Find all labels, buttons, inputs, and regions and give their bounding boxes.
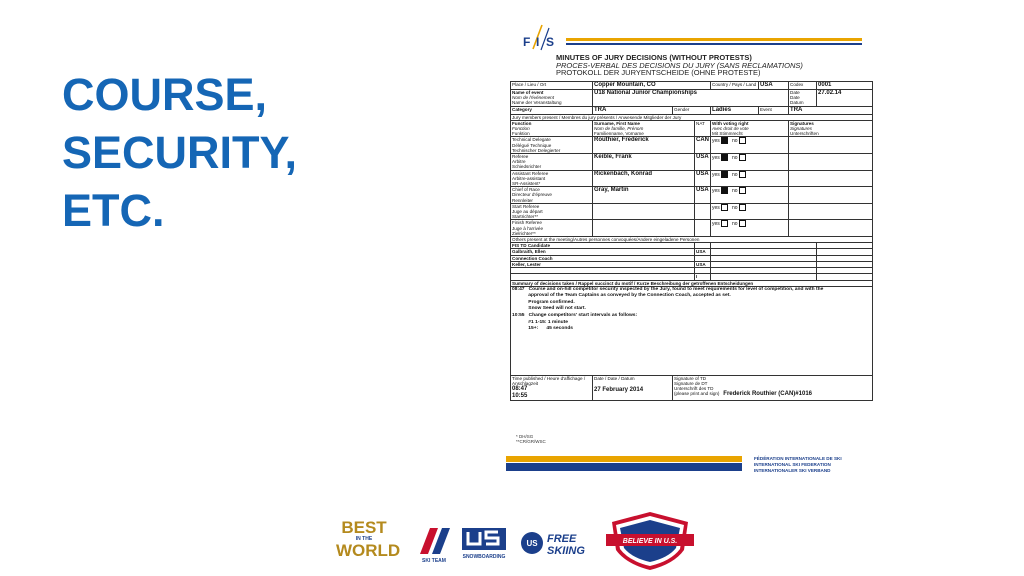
jury-form-table bbox=[510, 81, 873, 401]
jury-signature bbox=[789, 203, 873, 220]
minutes-line: 08:47 Course and on-hill competitor security inspected by the Jury, found to meet requirements for level of competition, and with the bbox=[512, 286, 824, 292]
yes-checkbox[interactable] bbox=[721, 154, 728, 161]
country-label: Country / Pays / Land bbox=[711, 82, 759, 90]
no-checkbox[interactable] bbox=[739, 220, 746, 227]
svg-text:BELIEVE IN U.S.: BELIEVE IN U.S. bbox=[622, 538, 678, 545]
minutes-line: Snow Seed will not start. bbox=[512, 306, 586, 312]
event-value: U18 National Junior Championships bbox=[593, 90, 789, 107]
jury-voting: yes no bbox=[711, 220, 789, 237]
no-checkbox[interactable] bbox=[739, 187, 746, 194]
gender-label: Gender bbox=[673, 106, 711, 114]
footnote-2: **CR/GR/WSC bbox=[516, 439, 546, 445]
jury-member-row bbox=[511, 154, 873, 171]
minutes-text bbox=[511, 286, 873, 375]
jury-function: Referee Arbitre Schiedsrichter bbox=[511, 154, 593, 171]
believe-in-us-shield-icon bbox=[604, 510, 696, 572]
place-value: Copper Mountain, CO bbox=[593, 82, 711, 90]
codex-value: 0001 bbox=[817, 82, 873, 90]
other-person: Keller, Lester bbox=[511, 261, 695, 267]
fis-logo-icon bbox=[520, 22, 560, 56]
footnote-1: * DH/SG bbox=[516, 434, 534, 439]
fis-jury-minutes-document bbox=[506, 20, 872, 480]
yes-checkbox[interactable] bbox=[721, 137, 728, 144]
other-person: Galbraith, Ellen bbox=[511, 249, 695, 255]
svg-text:I: I bbox=[536, 35, 540, 49]
other-nat: USA bbox=[695, 249, 711, 255]
summary-label: Summary of decisions taken / Rappel succinct du motif / Kurze Beschreibung der getroffenen Entscheidungen bbox=[511, 280, 873, 286]
us-ski-team-logo-icon bbox=[416, 524, 452, 564]
jury-function: Assistant Referee Arbitre-assistant SR-Assistent* bbox=[511, 170, 593, 187]
jury-function: Finish Referee Juge à l'arrivée Zielrichter** bbox=[511, 220, 593, 237]
col-voting: With voting right Avec droit de vote Mit Stimmrecht bbox=[711, 120, 789, 137]
jury-name: Gray, Martin bbox=[593, 187, 695, 204]
jury-function: Technical Delegate Délégué Technique Technischer Delegierter bbox=[511, 137, 593, 154]
us-snowboarding-logo-icon bbox=[458, 526, 510, 562]
slide-title bbox=[62, 66, 297, 240]
jury-signature bbox=[789, 154, 873, 171]
time-value-2: 10:55 bbox=[512, 393, 528, 400]
svg-text:SNOWBOARDING: SNOWBOARDING bbox=[462, 554, 506, 560]
jury-name: Rickenbach, Konrad bbox=[593, 170, 695, 187]
title-fr: PROCES-VERBAL DES DECISIONS DU JURY (SANS RECLAMATIONS) bbox=[556, 60, 803, 70]
sponsor-logos bbox=[336, 508, 706, 576]
svg-text:SKIING: SKIING bbox=[547, 545, 585, 557]
jury-member-row bbox=[511, 220, 873, 237]
yes-checkbox[interactable] bbox=[721, 220, 728, 227]
yes-checkbox[interactable] bbox=[721, 187, 728, 194]
other-person: FIS TD Candidate bbox=[511, 243, 695, 249]
date-block-value: 27 February 2014 bbox=[594, 386, 644, 393]
slide-title-line-3: ETC. bbox=[62, 185, 165, 236]
jury-signature bbox=[789, 137, 873, 154]
jury-name: Routhier, Frederick bbox=[593, 137, 695, 154]
jury-members bbox=[511, 137, 873, 237]
title-de: PROTOKOLL DER JURYENTSCHEIDE (OHNE PROTESTE) bbox=[556, 68, 761, 78]
category-label: Category bbox=[511, 106, 593, 114]
category-value: TRA bbox=[593, 106, 673, 114]
jury-function: Chief of Race Directeur d'épreuve Rennleiter bbox=[511, 187, 593, 204]
no-checkbox[interactable] bbox=[739, 171, 746, 178]
gender-value: Ladies bbox=[711, 106, 759, 114]
no-checkbox[interactable] bbox=[739, 154, 746, 161]
minutes-line: 10:55 Change competitors' start intervals as follows: bbox=[512, 313, 638, 319]
others-label: Others present at the meeting/Autres personnes convoquées/Andere eingeladene Personen bbox=[511, 237, 873, 243]
best-in-the-world-logo: BEST IN THE WORLD bbox=[336, 518, 401, 560]
jury-present-label: Jury members present / Membres du jury présents / Anwesende Mitglieder der Jury bbox=[511, 114, 873, 120]
event-label: Name of event Nom de l'événement Name der Veranstaltung bbox=[511, 90, 593, 107]
other-person: Connection Coach bbox=[511, 255, 695, 261]
col-nat: NAT bbox=[695, 120, 711, 137]
slide-title-line-2: SECURITY, bbox=[62, 127, 298, 178]
signature-block: Signature of TD Signature de DT Unterschrift des TD (please print and sign) Frederick Routhier (CAN)#1016 bbox=[673, 375, 873, 400]
other-nat: I bbox=[695, 274, 711, 280]
jury-nat: USA bbox=[695, 187, 711, 204]
us-freeskiing-logo-icon bbox=[520, 526, 596, 560]
svg-text:FREE: FREE bbox=[547, 533, 577, 545]
minutes-line: Program confirmed. bbox=[512, 299, 575, 305]
codex-label: Codex bbox=[789, 82, 817, 90]
jury-member-row bbox=[511, 170, 873, 187]
slide-title-line-1: COURSE, bbox=[62, 69, 268, 120]
jury-nat bbox=[695, 220, 711, 237]
jury-nat: CAN bbox=[695, 137, 711, 154]
col-name: Surname, First Name Nom de famille, Prénom Familienname, Vorname bbox=[593, 120, 695, 137]
jury-nat bbox=[695, 203, 711, 220]
country-value: USA bbox=[759, 82, 789, 90]
svg-text:S: S bbox=[546, 35, 555, 49]
col-function: Function Fonction Funktion bbox=[511, 120, 593, 137]
minutes-line: 15+: 45 seconds bbox=[512, 326, 574, 332]
col-signatures: Signatures Signatures Unterschriften bbox=[789, 120, 873, 137]
date-block: Date / Date / Datum 27 February 2014 bbox=[593, 375, 673, 400]
jury-voting: yes no bbox=[711, 187, 789, 204]
fis-yellow-bar bbox=[506, 456, 742, 462]
date-value: 27.02.14 bbox=[817, 90, 873, 107]
federation-names: FÉDÉRATION INTERNATIONALE DE SKI INTERNATIONAL SKI FEDERATION INTERNATIONALER SKI VERBAND bbox=[754, 456, 842, 473]
document-heading bbox=[556, 54, 803, 77]
footnotes bbox=[516, 434, 546, 445]
jury-signature bbox=[789, 220, 873, 237]
jury-signature bbox=[789, 170, 873, 187]
no-checkbox[interactable] bbox=[739, 204, 746, 211]
minutes-row bbox=[511, 286, 873, 375]
other-nat: USA bbox=[695, 261, 711, 267]
svg-text:US: US bbox=[526, 539, 538, 548]
jury-nat: USA bbox=[695, 170, 711, 187]
place-row bbox=[511, 82, 873, 90]
yes-checkbox[interactable] bbox=[721, 171, 728, 178]
jury-signature bbox=[789, 187, 873, 204]
svg-text:F: F bbox=[523, 35, 531, 49]
jury-name bbox=[593, 203, 695, 220]
date-label: Date Date Datum bbox=[789, 90, 817, 107]
jury-name bbox=[593, 220, 695, 237]
signature-value: Frederick Routhier (CAN)#1016 bbox=[723, 391, 812, 398]
jury-voting: yes no bbox=[711, 154, 789, 171]
jury-member-row bbox=[511, 203, 873, 220]
jury-voting: yes no bbox=[711, 170, 789, 187]
publish-row bbox=[511, 375, 873, 400]
others-present bbox=[511, 243, 873, 280]
minutes-line: #1 1-15: 1 minute bbox=[512, 319, 568, 325]
time-published: Time published / Heure d'affichage / Anschlagzeit 08:47 10:55 bbox=[511, 375, 593, 400]
time-value-1: 08:47 bbox=[512, 386, 528, 393]
title-en: MINUTES OF JURY DECISIONS (WITHOUT PROTESTS) bbox=[556, 53, 752, 62]
jury-member-row bbox=[511, 187, 873, 204]
jury-name: Keible, Frank bbox=[593, 154, 695, 171]
fis-blue-bar bbox=[506, 463, 742, 471]
yes-checkbox[interactable] bbox=[721, 204, 728, 211]
jury-member-row bbox=[511, 137, 873, 154]
jury-function: Start Referee Juge au départ Startrichter** bbox=[511, 203, 593, 220]
no-checkbox[interactable] bbox=[739, 137, 746, 144]
jury-voting: yes no bbox=[711, 137, 789, 154]
event-short-value: TRA bbox=[789, 106, 873, 114]
minutes-line: approval of the Team Captains as conveyed by the Connection Coach, accepted as set. bbox=[512, 293, 731, 299]
event-row bbox=[511, 90, 873, 107]
svg-text:SKI TEAM: SKI TEAM bbox=[422, 558, 446, 564]
jury-voting: yes no bbox=[711, 203, 789, 220]
place-label: Place / Lieu / Ort bbox=[511, 82, 593, 90]
category-row bbox=[511, 106, 873, 114]
jury-header-row bbox=[511, 120, 873, 137]
jury-nat: USA bbox=[695, 154, 711, 171]
event-short-label: Event bbox=[759, 106, 789, 114]
fis-header-stripes bbox=[566, 38, 862, 45]
